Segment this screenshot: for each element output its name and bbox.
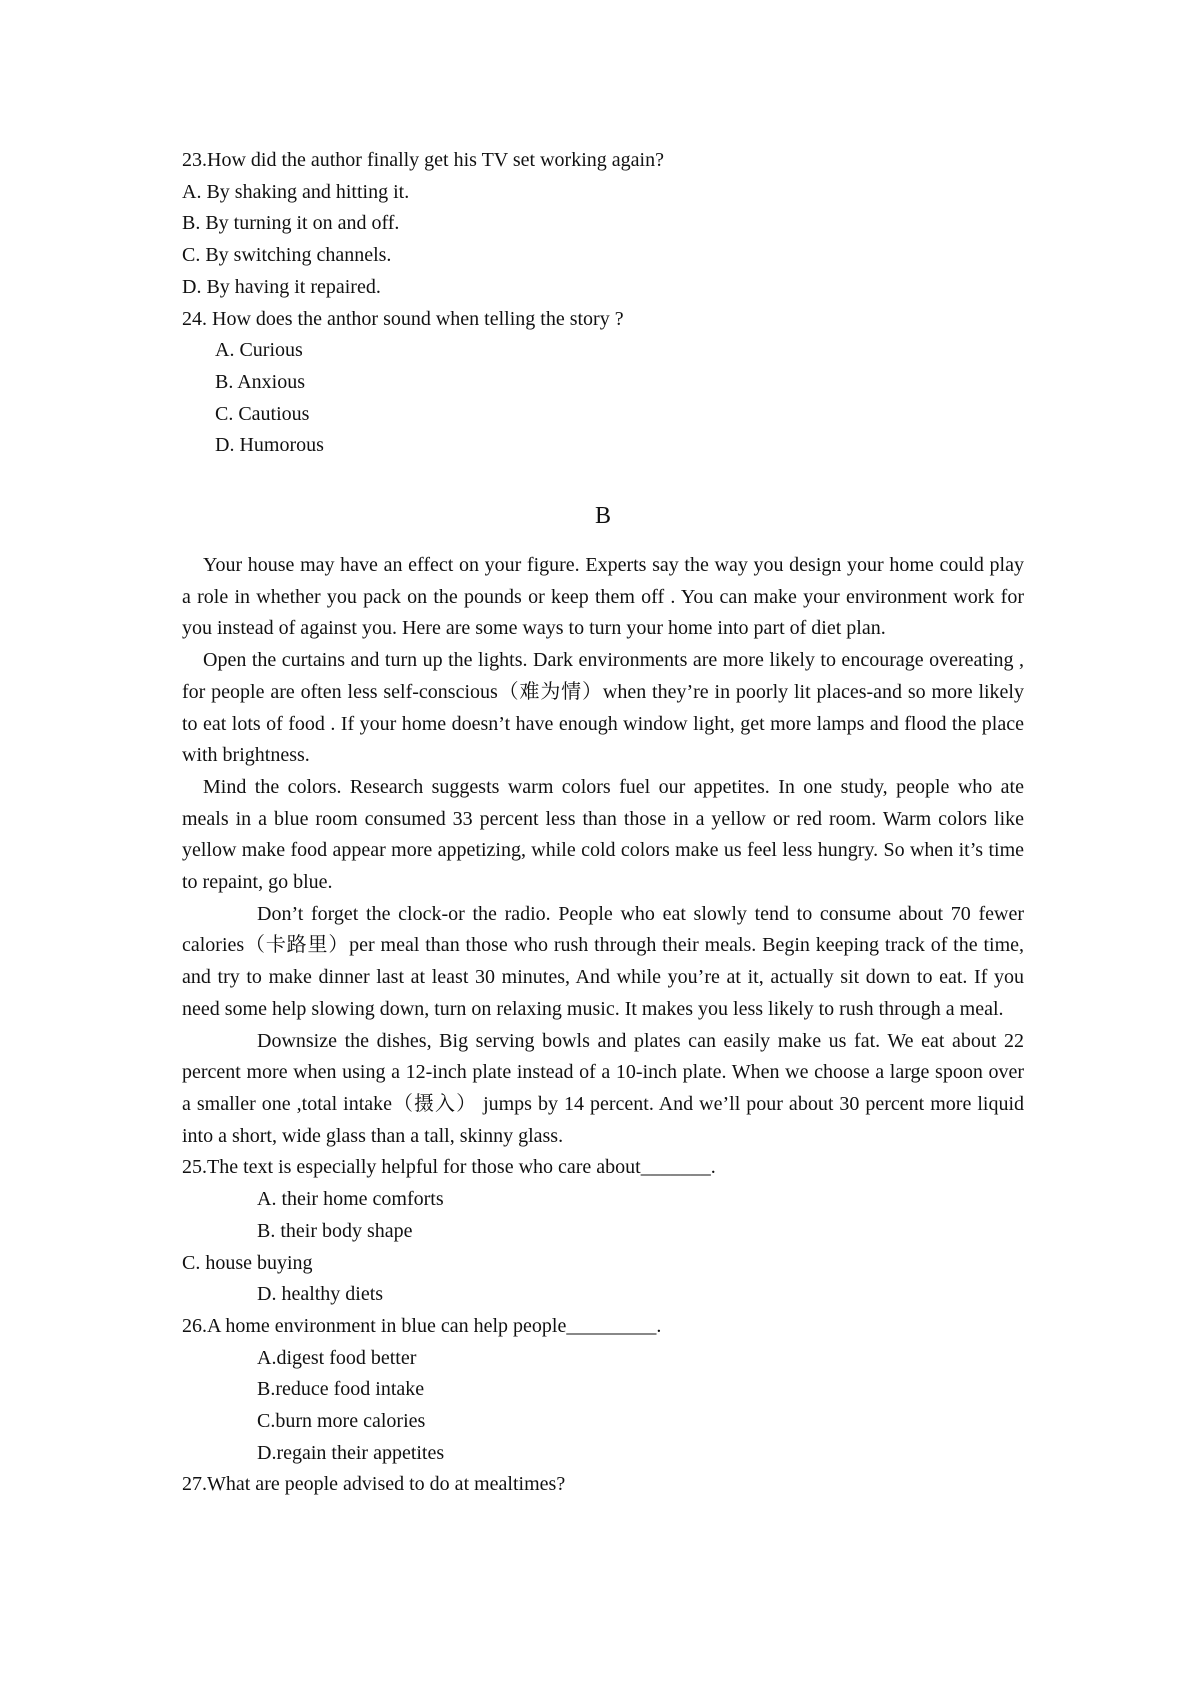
question-25 <box>182 1152 1024 1311</box>
question-25-option-d: D. healthy diets <box>257 1283 384 1306</box>
question-24-option-b: B. Anxious <box>215 370 306 393</box>
question-25-option-c: C. house buying <box>182 1251 313 1274</box>
question-26-option-c: C.burn more calories <box>257 1410 426 1433</box>
question-24-option-d: D. Humorous <box>215 434 324 457</box>
question-26-text: 26.A home environment in blue can help people_________. <box>182 1314 662 1337</box>
passage-paragraph: Don’t forget the clock-or the radio. People who eat slowly tend to consume about 70 fewer calories（卡路里）per meal than those who rush through their meals. Begin keeping track of the time, and try to make dinner last at least 30 minutes, And while you’re at it, actually sit down to eat. If you need some help slowing down, turn on relaxing music. It makes you less likely to rush through a meal. <box>182 902 1024 1020</box>
question-23-option-d: D. By having it repaired. <box>182 275 381 298</box>
exam-page <box>182 145 1024 1501</box>
question-23 <box>182 145 1024 304</box>
question-23-text: 23.How did the author finally get his TV set working again? <box>182 149 664 171</box>
question-26 <box>182 1311 1024 1470</box>
question-24-option-c: C. Cautious <box>215 402 310 425</box>
question-23-option-c: C. By switching channels. <box>182 244 392 267</box>
question-25-option-a: A. their home comforts <box>257 1188 444 1211</box>
passage-paragraph: Your house may have an effect on your figure. Experts say the way you design your home could play a role in whether you pack on the pounds or keep them off . You can make your environment work for you instead of against you. Here are some ways to turn your home into part of diet plan. <box>182 554 1024 640</box>
passage-paragraph: Open the curtains and turn up the lights. Dark environments are more likely to encourage overeating , for people are often less self-conscious（难为情）when they’re in poorly lit places-and so more likely to eat lots of food . If your home doesn’t have enough window light, get more lamps and flood the place with brightness. <box>182 649 1024 767</box>
passage-b <box>182 550 1024 1152</box>
question-23-option-b: B. By turning it on and off. <box>182 212 400 235</box>
question-23-option-a: A. By shaking and hitting it. <box>182 180 410 203</box>
question-27 <box>182 1469 1024 1501</box>
question-24-text: 24. How does the anthor sound when telling the story ? <box>182 307 624 330</box>
question-24 <box>182 304 1024 463</box>
question-27-text: 27.What are people advised to do at mealtimes? <box>182 1473 566 1496</box>
question-24-option-a: A. Curious <box>215 339 303 362</box>
question-25-text: 25.The text is especially helpful for those who care about_______. <box>182 1156 716 1179</box>
section-b-heading: B <box>594 503 611 530</box>
question-26-option-a: A.digest food better <box>257 1346 417 1369</box>
question-26-option-b: B.reduce food intake <box>257 1378 425 1401</box>
question-25-option-b: B. their body shape <box>257 1219 413 1242</box>
question-26-option-d: D.regain their appetites <box>257 1441 445 1464</box>
passage-paragraph: Downsize the dishes, Big serving bowls and plates can easily make us fat. We eat about 22 percent more when using a 12-inch plate instead of a 10-inch plate. When we choose a large spoon over a smaller one ,total intake（摄入） jumps by 14 percent. And we’ll pour about 30 percent more liquid into a short, wide glass than a tall, skinny glass. <box>182 1029 1024 1147</box>
passage-paragraph: Mind the colors. Research suggests warm colors fuel our appetites. In one study, people who ate meals in a blue room consumed 33 percent less than those in a yellow or red room. Warm colors like yellow make food appear more appetizing, while cold colors make us feel less hungry. So when it’s time to repaint, go blue. <box>182 775 1024 894</box>
